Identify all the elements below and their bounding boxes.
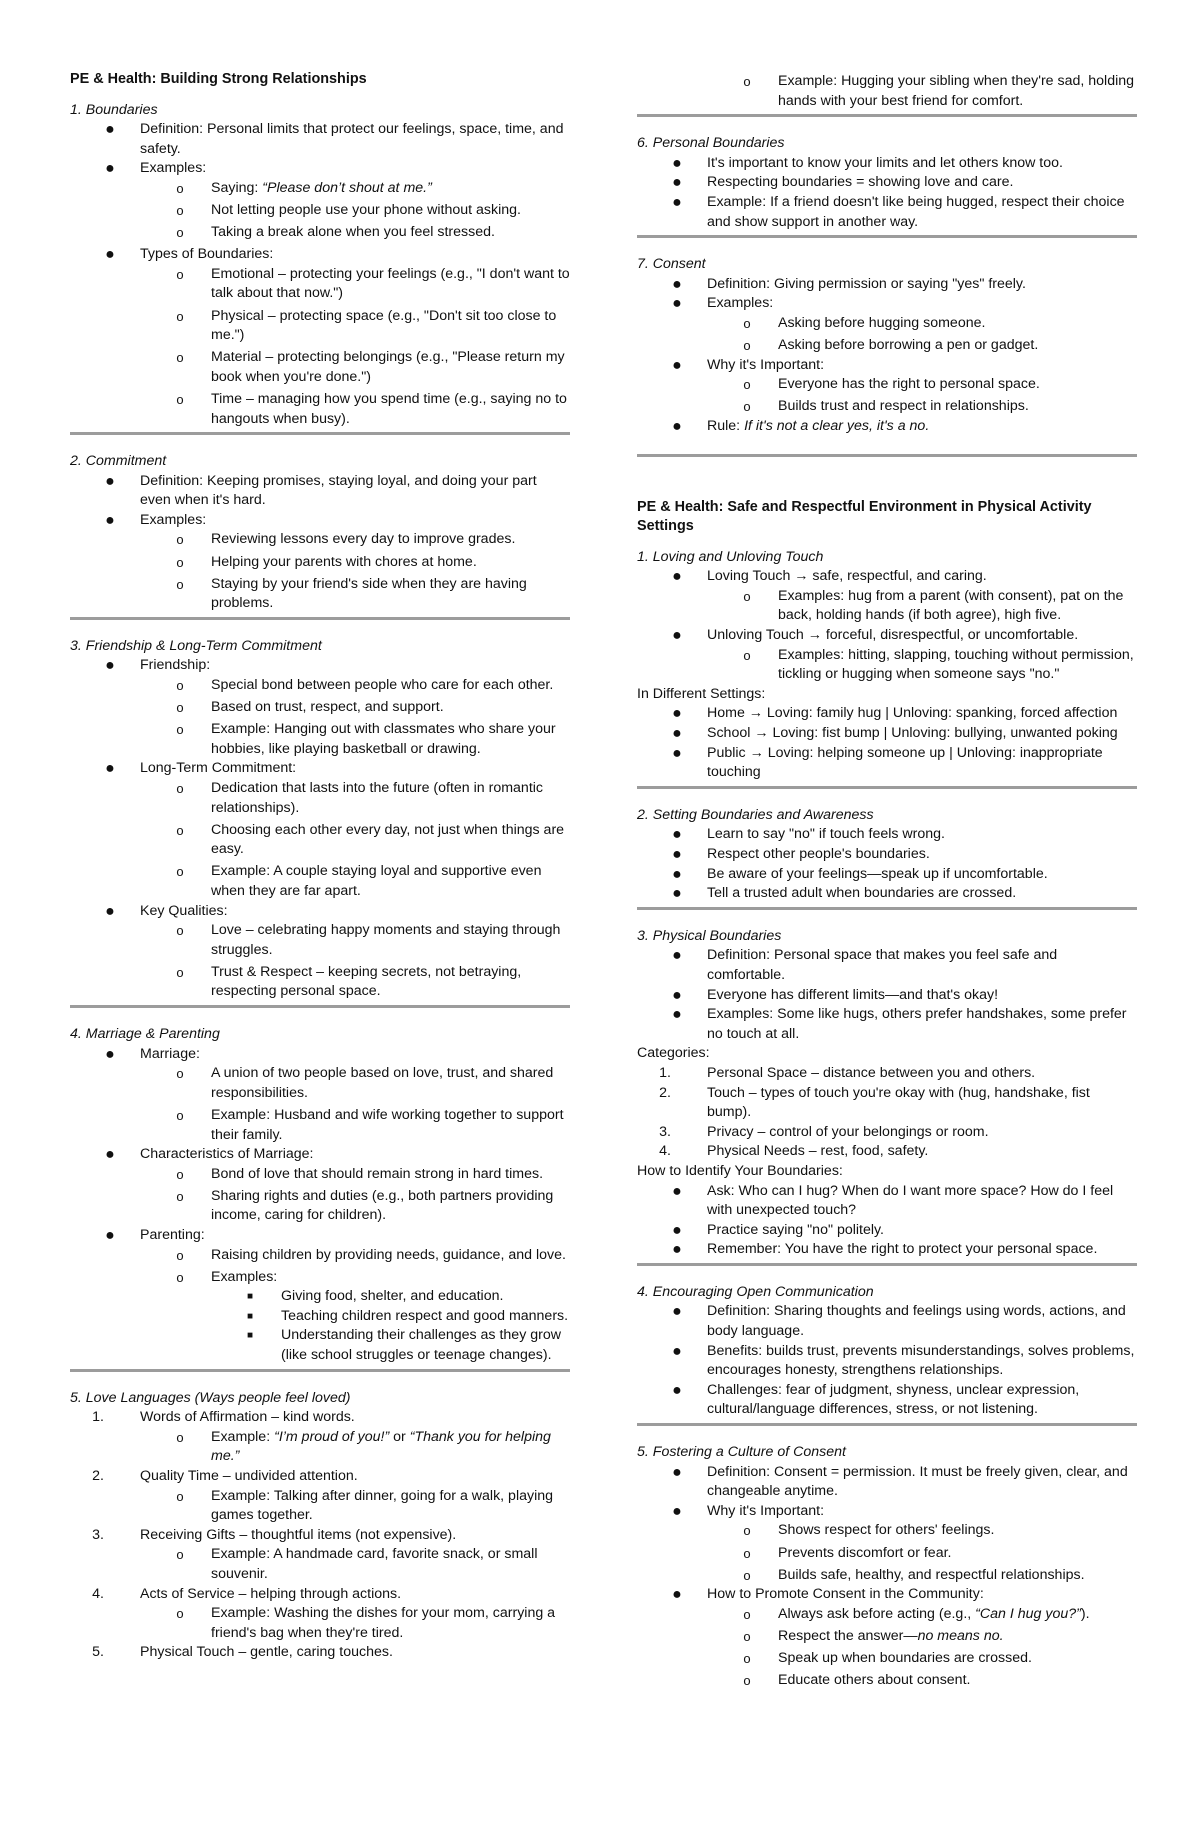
list-item: o Prevents discomfort or fear. [743, 1544, 952, 1561]
list-item: o Builds trust and respect in relationships. [743, 398, 1029, 415]
section-divider [637, 1423, 1137, 1426]
list-item: o Educate others about consent. [743, 1672, 971, 1689]
heading-marriage: 4. Marriage & Parenting [70, 1026, 220, 1043]
list-item: ● Key Qualities: [105, 902, 228, 920]
list-item: o Example: Talking after dinner, going for a walk, playing games together. [176, 1487, 554, 1524]
list-item: o Asking before hugging someone. [743, 314, 986, 331]
list-item: 2. Quality Time – undivided attention. [92, 1468, 358, 1484]
list-item: o Shows respect for others' feelings. [743, 1522, 995, 1539]
list-item: o Example: A couple staying loyal and supportive even when they are far apart. [176, 863, 542, 899]
section-divider [70, 617, 570, 620]
list-item: o Taking a break alone when you feel stressed. [176, 224, 495, 241]
section-divider [637, 114, 1137, 117]
heading-commitment: 2. Commitment [70, 453, 167, 470]
heading-communication: 4. Encouraging Open Communication [637, 1283, 874, 1300]
list-item: ● Why it's Important: [672, 356, 825, 374]
doc-title-relationships: PE & Health: Building Strong Relationships [70, 71, 367, 87]
heading-boundaries: 1. Boundaries [70, 101, 158, 118]
list-item: o Examples: hug from a parent (with consent), pat on the back, holding hands (if both agree), high five. [743, 587, 1124, 624]
setting-boundaries-list [637, 825, 1137, 903]
list-item: ● Examples: Some like hugs, others prefer handshakes, some prefer no touch at all. [672, 1006, 1127, 1042]
list-item: o Time – managing how you spend time (e.g., saying no to hangouts when busy). [176, 390, 567, 427]
list-item: o Staying by your friend's side when they are having problems. [176, 575, 527, 612]
list-item: ● Practice saying "no" politely. [672, 1221, 884, 1239]
list-item: ● How to Promote Consent in the Community: [672, 1586, 984, 1604]
list-item: o Based on trust, respect, and support. [176, 699, 444, 716]
list-item: o Material – protecting belongings (e.g., "Please return my book when you're done.") [176, 349, 565, 385]
list-item: o Everyone has the right to personal space. [743, 376, 1040, 393]
list-item: ● Definition: Sharing thoughts and feelings using words, actions, and body language. [672, 1303, 1126, 1340]
consent-list [637, 275, 1137, 437]
list-item: o Example: Husband and wife working together to support their family. [176, 1106, 564, 1143]
list-item: o Reviewing lessons every day to improve grades. [176, 531, 516, 548]
list-item: ● Learn to say "no" if touch feels wrong. [672, 826, 945, 844]
list-item: ● Long-Term Commitment: [105, 760, 297, 778]
heading-culture-consent: 5. Fostering a Culture of Consent [637, 1444, 846, 1461]
list-item: o Dedication that lasts into the future (often in romantic relationships). [176, 780, 544, 816]
settings-label: In Different Settings: [637, 685, 766, 702]
culture-consent-list [637, 1463, 1137, 1691]
list-item: ● Marriage: [105, 1045, 200, 1063]
heading-friendship: 3. Friendship & Long-Term Commitment [70, 637, 322, 654]
list-item: ● Ask: Who can I hug? When do I want more space? How do I feel with unexpected touch? [672, 1182, 1114, 1219]
touch-list [637, 567, 1137, 685]
love-languages-continued [637, 72, 1137, 111]
list-item: ● Parenting: [105, 1226, 205, 1244]
list-item: o Saying: “Please don’t shout at me.” [176, 179, 432, 196]
list-item: o Example: Hugging your sibling when they're sad, holding hands with your best friend for comfort. [743, 73, 1135, 109]
list-item: ■ Giving food, shelter, and education. [246, 1288, 504, 1305]
list-item: ● Friendship: [105, 657, 211, 675]
list-item: o Example: Washing the dishes for your mom, carrying a friend's bag when they're tired. [176, 1605, 556, 1641]
list-item: o Bond of love that should remain strong in hard times. [176, 1165, 544, 1182]
list-item: ● Types of Boundaries: [105, 246, 274, 264]
friendship-list [70, 656, 570, 1002]
list-item: ● Benefits: builds trust, prevents misunderstandings, solves problems, encourages honesty, strengthens relationships. [672, 1342, 1135, 1379]
heading-touch: 1. Loving and Unloving Touch [637, 548, 824, 565]
list-item: ■ Understanding their challenges as they grow (like school struggles or teenage changes). [246, 1327, 561, 1364]
physical-boundaries-list [637, 946, 1137, 1044]
section-divider [637, 907, 1137, 910]
list-item: o Not letting people use your phone without asking. [176, 202, 521, 219]
list-item: ● Everyone has different limits—and that's okay! [672, 986, 999, 1004]
list-item: ● Example: If a friend doesn't like being hugged, respect their choice and show support in another way. [672, 193, 1125, 230]
categories-label: Categories: [637, 1045, 710, 1062]
list-item: o Examples: hitting, slapping, touching without permission, tickling or hugging when someone says "no." [743, 646, 1134, 683]
section-divider [70, 1369, 570, 1372]
list-item: o Always ask before acting (e.g., “Can I hug you?”). [743, 1605, 1090, 1622]
section-divider [70, 1005, 570, 1008]
list-item: ● Tell a trusted adult when boundaries are crossed. [672, 885, 1017, 903]
communication-list [637, 1302, 1137, 1420]
list-item: o Example: Hanging out with classmates who share your hobbies, like playing basketball or drawing. [176, 721, 556, 757]
list-item: ● Examples: [105, 160, 207, 178]
identify-list [637, 1182, 1137, 1260]
list-item: o Raising children by providing needs, guidance, and love. [176, 1246, 566, 1263]
identify-label: How to Identify Your Boundaries: [637, 1162, 843, 1179]
list-item: ● Definition: Personal limits that protect our feelings, space, time, and safety. [105, 121, 564, 157]
list-item: 5. Physical Touch – gentle, caring touches. [92, 1644, 393, 1661]
heading-consent: 7. Consent [637, 256, 706, 273]
list-item: ■ Teaching children respect and good manners. [246, 1307, 569, 1324]
list-item: ● It's important to know your limits and let others know too. [672, 154, 1063, 172]
list-item: o Asking before borrowing a pen or gadget. [743, 337, 1039, 354]
list-item: 2. Touch – types of touch you're okay with (hug, handshake, fist bump). [659, 1084, 1090, 1121]
list-item: ● Why it's Important: [672, 1502, 825, 1520]
list-item: ● Examples: [105, 511, 207, 529]
list-item: ● Be aware of your feelings—speak up if uncomfortable. [672, 865, 1048, 883]
list-item: ● Remember: You have the right to protect your personal space. [672, 1241, 1098, 1259]
list-item: o Love – celebrating happy moments and staying through struggles. [176, 922, 561, 958]
list-item: o Examples: [176, 1268, 278, 1285]
personal-boundaries-list [637, 154, 1137, 232]
list-item: ● Challenges: fear of judgment, shyness, unclear expression, cultural/language differences, stress, or not listening. [672, 1381, 1080, 1418]
list-item: ● Public → Loving: helping someone up | Unloving: inappropriate touching [672, 744, 1103, 781]
list-item: ● Definition: Consent = permission. It must be freely given, clear, and changeable anytime. [672, 1463, 1128, 1500]
list-item: ● Definition: Giving permission or saying "yes" freely. [672, 275, 1026, 293]
list-item: o Respect the answer—no means no. [743, 1627, 1004, 1644]
list-item: ● Characteristics of Marriage: [105, 1146, 314, 1164]
heading-love-languages: 5. Love Languages (Ways people feel loved) [70, 1389, 351, 1406]
section-divider [637, 454, 1137, 457]
list-item: ● Loving Touch → safe, respectful, and caring. [672, 568, 987, 586]
list-item: 1. Words of Affirmation – kind words. [92, 1409, 355, 1426]
list-item: o Builds safe, healthy, and respectful relationships. [743, 1566, 1085, 1583]
list-item: o Trust & Respect – keeping secrets, not betraying, respecting personal space. [176, 963, 522, 1000]
settings-list [637, 704, 1137, 782]
section-divider [637, 786, 1137, 789]
heading-setting-boundaries: 2. Setting Boundaries and Awareness [637, 806, 874, 823]
list-item: o Example: A handmade card, favorite snack, or small souvenir. [176, 1546, 538, 1582]
list-item: ● School → Loving: fist bump | Unloving: bullying, unwanted poking [672, 725, 1118, 743]
categories-list [637, 1064, 1137, 1162]
boundaries-list [70, 120, 570, 429]
section-divider [637, 1263, 1137, 1266]
list-item: ● Rule: If it's not a clear yes, it's a no. [672, 417, 930, 435]
list-item: 4. Physical Needs – rest, food, safety. [659, 1143, 929, 1160]
section-divider [70, 432, 570, 435]
list-item: 3. Privacy – control of your belongings or room. [659, 1123, 989, 1140]
list-item: o Helping your parents with chores at home. [176, 553, 477, 570]
list-item: o Emotional – protecting your feelings (e.g., "I don't want to talk about that now.") [176, 265, 570, 302]
list-item: ● Unloving Touch → forceful, disrespectful, or uncomfortable. [672, 627, 1079, 645]
list-item: ● Definition: Personal space that makes you feel safe and comfortable. [672, 947, 1058, 983]
list-item: o Sharing rights and duties (e.g., both partners providing income, caring for children). [176, 1187, 554, 1224]
heading-personal-boundaries: 6. Personal Boundaries [637, 135, 785, 152]
list-item: ● Definition: Keeping promises, staying loyal, and doing your part even when it's hard. [105, 472, 537, 509]
list-item: o A union of two people based on love, trust, and shared responsibilities. [176, 1065, 554, 1101]
heading-physical-boundaries: 3. Physical Boundaries [637, 927, 782, 944]
commitment-list [70, 472, 570, 614]
section-divider [637, 235, 1137, 238]
list-item: o Choosing each other every day, not just when things are easy. [176, 821, 565, 858]
list-item: o Example: “I’m proud of you!” or “Thank you for helping me.” [176, 1428, 551, 1465]
love-languages-list [70, 1408, 570, 1663]
list-item: 4. Acts of Service – helping through actions. [92, 1585, 402, 1602]
list-item: ● Respect other people's boundaries. [672, 846, 930, 863]
list-item: ● Home → Loving: family hug | Unloving: spanking, forced affection [672, 705, 1118, 723]
list-item: 1. Personal Space – distance between you and others. [659, 1064, 1036, 1081]
list-item: ● Respecting boundaries = showing love and care. [672, 174, 1014, 192]
list-item: o Speak up when boundaries are crossed. [743, 1649, 1032, 1666]
doc-title-safe-environment: PE & Health: Safe and Respectful Environment in Physical Activity Settings [637, 498, 1092, 535]
marriage-list [70, 1045, 570, 1366]
list-item: o Physical – protecting space (e.g., "Don't sit too close to me.") [176, 307, 557, 344]
list-item: ● Examples: [672, 295, 774, 313]
list-item: 3. Receiving Gifts – thoughtful items (not expensive). [92, 1526, 457, 1543]
right-column [637, 0, 1137, 1691]
list-item: o Special bond between people who care for each other. [176, 677, 554, 694]
left-column [70, 0, 570, 1663]
